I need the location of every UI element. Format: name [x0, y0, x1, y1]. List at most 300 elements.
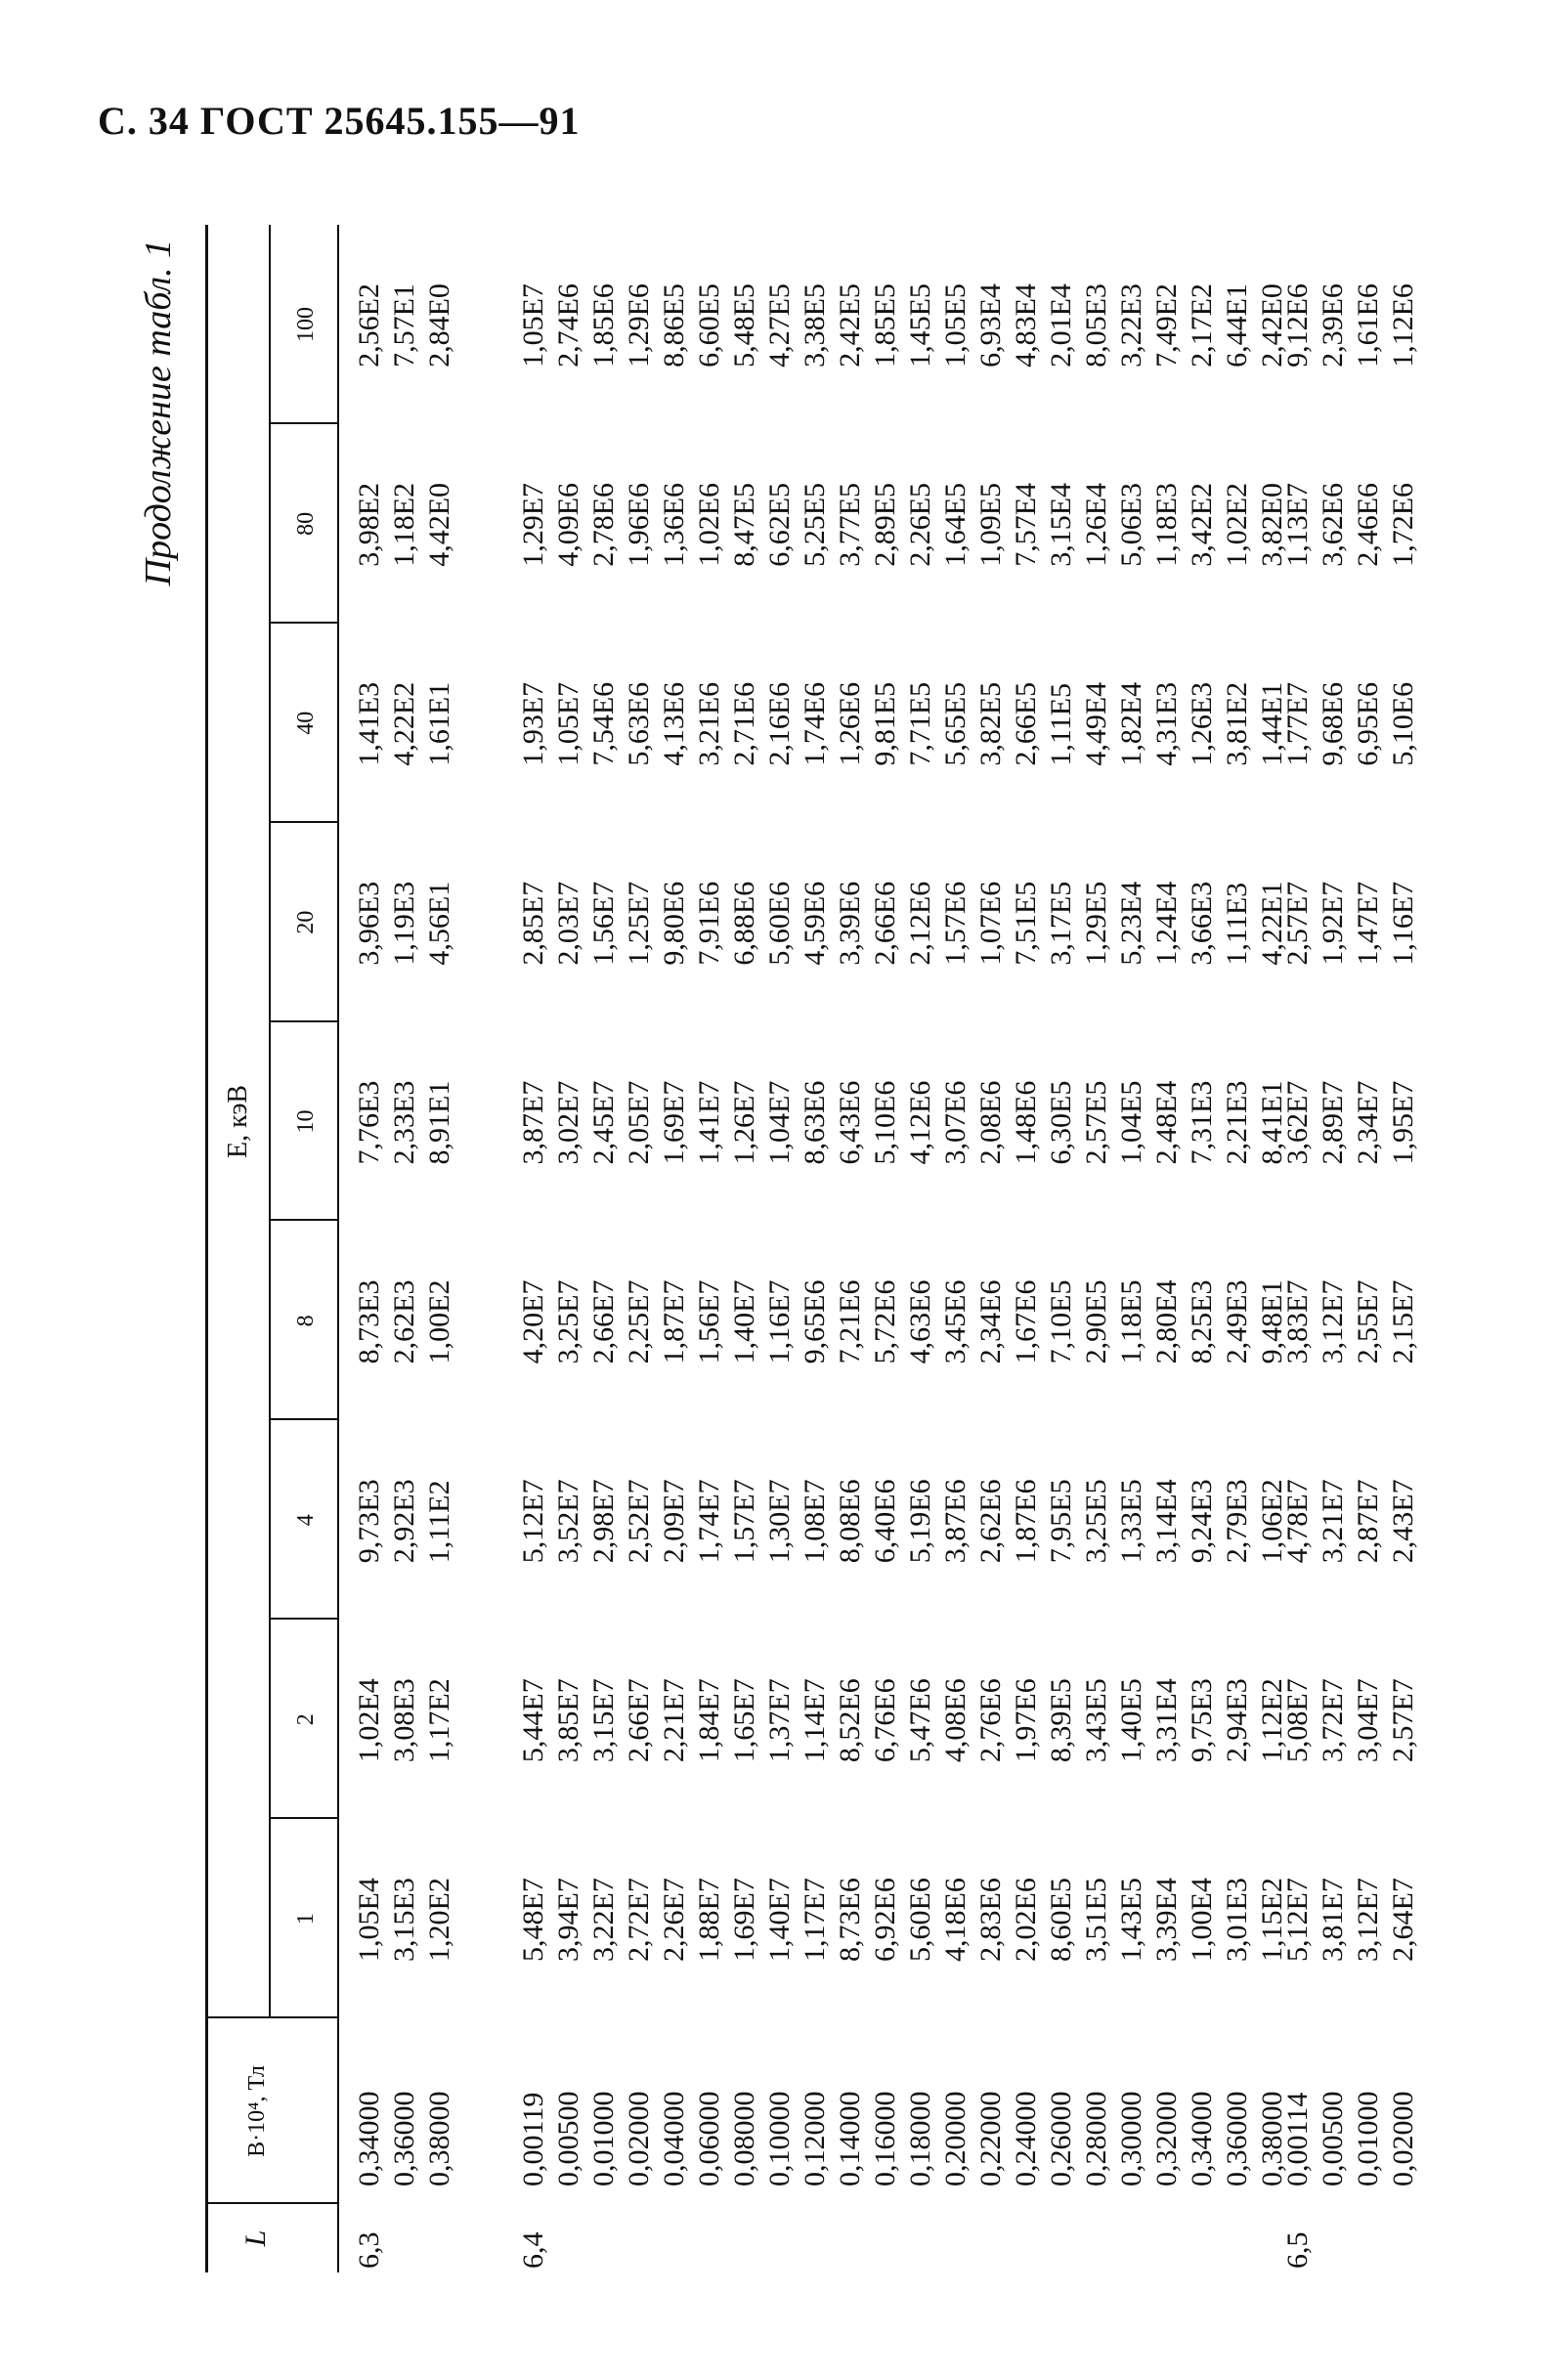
table-cell: 2,46E6: [1352, 482, 1384, 567]
table-cell: 4,22E1: [1256, 881, 1288, 966]
header-b: B·10⁴, Тл: [244, 2065, 270, 2157]
table-cell: 2,42E0: [1256, 283, 1288, 368]
table-cell: 1,61E1: [423, 681, 455, 766]
table-cell: 9,24E3: [1186, 1479, 1218, 1564]
table-cell: 2,21E7: [658, 1678, 690, 1763]
header-energy: 1: [293, 1913, 319, 1926]
table-cell: 9,68E6: [1317, 681, 1349, 766]
table-cell: 3,15E3: [388, 1878, 420, 1962]
b-value: 0,20000: [939, 2091, 972, 2186]
table-cell: 5,25E5: [799, 482, 831, 567]
table-cell: 1,56E7: [587, 881, 620, 966]
table-cell: 3,02E7: [552, 1080, 584, 1165]
table-cell: 3,42E2: [1186, 482, 1218, 567]
table-cell: 3,21E7: [1317, 1479, 1349, 1564]
table-cell: 1,69E7: [728, 1878, 760, 1962]
table-cell: 3,12E7: [1352, 1878, 1384, 1962]
value-column: [352, 1081, 457, 1165]
b-value: 0,28000: [1080, 2091, 1112, 2186]
table-cell: 2,62E3: [388, 1279, 420, 1364]
table-cell: 2,17E2: [1186, 283, 1218, 368]
table-cell: 2,71E6: [728, 681, 760, 766]
b-value: 0,38000: [423, 2091, 455, 2186]
table-cell: 1,18E2: [388, 482, 420, 567]
energy-group-rule: [269, 225, 271, 2018]
table-cell: 4,18E6: [939, 1878, 972, 1962]
value-column: [516, 483, 1290, 567]
table-cell: 3,83E7: [1281, 1279, 1314, 1364]
value-column: [516, 1479, 1290, 1563]
table-cell: 5,10E6: [1387, 681, 1419, 766]
table-cell: 1,24E4: [1150, 881, 1183, 966]
value-column: [1280, 882, 1421, 966]
table-cell: 5,08E7: [1281, 1678, 1314, 1763]
table-cell: 4,13E6: [658, 681, 690, 766]
continuation-label: Продолжение табл. 1: [138, 239, 179, 586]
value-column: [1280, 1878, 1421, 1962]
table-cell: 4,09E6: [552, 482, 584, 567]
table-cell: 1,11E5: [1045, 682, 1077, 766]
b-value: 0,30000: [1115, 2091, 1147, 2186]
table-cell: 8,73E6: [834, 1878, 866, 1962]
b-value: 0,02000: [1387, 2091, 1419, 2186]
table-cell: 1,97E6: [1010, 1678, 1042, 1763]
table-cell: 2,74E6: [552, 283, 584, 368]
table-cell: 8,52E6: [834, 1678, 866, 1763]
table-cell: 2,02E6: [1010, 1878, 1042, 1962]
table-cell: 1,85E6: [587, 283, 620, 368]
table-cell: 6,88E6: [728, 881, 760, 966]
table-cell: 8,05E3: [1080, 283, 1112, 368]
table-cell: 1,20E2: [423, 1878, 455, 1962]
table-cell: 4,56E1: [423, 881, 455, 966]
table-cell: 1,06E2: [1256, 1479, 1288, 1564]
table-cell: 1,17E7: [799, 1878, 831, 1962]
table-cell: 1,57E7: [728, 1479, 760, 1564]
page-header: С. 34 ГОСТ 25645.155—91: [98, 99, 581, 143]
table-cell: 3,08E3: [388, 1678, 420, 1763]
table-cell: 1,33E5: [1115, 1479, 1147, 1564]
table-cell: 1,05E4: [353, 1878, 385, 1962]
table-cell: 3,39E6: [834, 881, 866, 966]
table-cell: 1,40E7: [763, 1878, 796, 1962]
table-cell: 3,31E4: [1150, 1678, 1183, 1763]
b-value: 0,00500: [1317, 2091, 1349, 2186]
table-cell: 6,62E5: [763, 482, 796, 567]
table-cell: 1,41E7: [693, 1080, 725, 1165]
table-cell: 2,39E6: [1317, 283, 1349, 368]
table-cell: 1,16E7: [1387, 881, 1419, 966]
table-cell: 3,87E6: [939, 1479, 972, 1564]
table-cell: 6,43E6: [834, 1080, 866, 1165]
table-cell: 2,09E7: [658, 1479, 690, 1564]
table-cell: 2,55E7: [1352, 1279, 1384, 1364]
table-cell: 6,30E5: [1045, 1080, 1077, 1165]
table-cell: 3,82E5: [974, 681, 1007, 766]
table-cell: 3,17E5: [1045, 881, 1077, 966]
value-column: [516, 1280, 1290, 1364]
b-value: 0,24000: [1010, 2091, 1042, 2186]
table-cell: 2,12E6: [904, 881, 936, 966]
table-cell: 1,00E2: [423, 1279, 455, 1364]
header-energy: 40: [293, 711, 319, 735]
table-cell: 5,47E6: [904, 1678, 936, 1763]
table-cell: 1,04E7: [763, 1080, 796, 1165]
b-value: 0,04000: [658, 2091, 690, 2186]
table-cell: 5,23E4: [1115, 881, 1147, 966]
table-cell: 3,43E5: [1080, 1678, 1112, 1763]
table-cell: 9,75E3: [1186, 1678, 1218, 1763]
value-column: [516, 882, 1290, 966]
table-cell: 4,63E6: [904, 1279, 936, 1364]
b-value: 0,14000: [834, 2091, 866, 2186]
table-cell: 9,73E3: [353, 1479, 385, 1564]
table-cell: 4,31E3: [1150, 681, 1183, 766]
value-column: [1280, 1081, 1421, 1165]
value-column: [516, 1678, 1290, 1762]
table-cell: 3,98E2: [353, 482, 385, 567]
table-cell: 3,85E7: [552, 1678, 584, 1763]
table-cell: 1,18E5: [1115, 1279, 1147, 1364]
table-cell: 1,44E1: [1256, 681, 1288, 766]
table-cell: 3,66E3: [1186, 881, 1218, 966]
table-cell: 4,27E5: [763, 283, 796, 368]
table-cell: 3,96E3: [353, 881, 385, 966]
b-value: 0,32000: [1150, 2091, 1183, 2186]
table-cell: 1,02E6: [693, 482, 725, 567]
value-column: [352, 483, 457, 567]
table-cell: 2,01E4: [1045, 283, 1077, 368]
table-cell: 2,89E5: [869, 482, 901, 567]
value-column: [1280, 682, 1421, 766]
value-column: [516, 682, 1290, 766]
table-cell: 3,82E0: [1256, 482, 1288, 567]
table-cell: 2,43E7: [1387, 1479, 1419, 1564]
b-value: 0,34000: [353, 2091, 385, 2186]
table-cell: 1,05E7: [552, 681, 584, 766]
value-column: [352, 1678, 457, 1762]
table-cell: 2,03E7: [552, 881, 584, 966]
table-cell: 1,17E2: [423, 1678, 455, 1763]
table-cell: 7,95E5: [1045, 1479, 1077, 1564]
table-cell: 4,83E4: [1010, 283, 1042, 368]
header-energy: 100: [293, 306, 319, 342]
table-cell: 3,21E6: [693, 681, 725, 766]
b-value: 0,18000: [904, 2091, 936, 2186]
table-cell: 1,87E7: [658, 1279, 690, 1364]
table-cell: 1,56E7: [693, 1279, 725, 1364]
table-cell: 7,57E4: [1010, 482, 1042, 567]
table-cell: 2,83E6: [974, 1878, 1007, 1962]
table-cell: 3,39E4: [1150, 1878, 1183, 1962]
table-cell: 9,12E6: [1281, 283, 1314, 368]
table-cell: 7,76E3: [353, 1080, 385, 1165]
b-column: [516, 2092, 1290, 2187]
table-cell: 2,42E5: [834, 283, 866, 368]
table-cell: 2,56E2: [353, 283, 385, 368]
table-cell: 1,43E5: [1115, 1878, 1147, 1962]
table-cell: 5,48E7: [517, 1878, 549, 1962]
table-cell: 5,06E3: [1115, 482, 1147, 567]
table-cell: 4,20E7: [517, 1279, 549, 1364]
table-cell: 1,02E4: [353, 1678, 385, 1763]
table-cell: 6,95E6: [1352, 681, 1384, 766]
table-cell: 7,57E1: [388, 283, 420, 368]
table-cell: 1,08E7: [799, 1479, 831, 1564]
table-cell: 3,04E7: [1352, 1678, 1384, 1763]
table-cell: 2,92E3: [388, 1479, 420, 1564]
table-cell: 1,16E7: [763, 1279, 796, 1364]
table-cell: 1,82E4: [1115, 681, 1147, 766]
table-cell: 3,62E6: [1317, 482, 1349, 567]
table-cell: 8,73E3: [353, 1279, 385, 1364]
table-cell: 5,60E6: [763, 881, 796, 966]
table-cell: 7,71E5: [904, 681, 936, 766]
table-cell: 9,65E6: [799, 1279, 831, 1364]
table-cell: 1,88E7: [693, 1878, 725, 1962]
table-cell: 5,72E6: [869, 1279, 901, 1364]
b-value: 0,01000: [587, 2091, 620, 2186]
table-cell: 3,15E4: [1045, 482, 1077, 567]
b-value: 0,10000: [763, 2091, 796, 2186]
table-cell: 1,11E3: [1221, 882, 1253, 966]
b-value: 0,36000: [388, 2091, 420, 2186]
table-cell: 1,14E7: [799, 1678, 831, 1763]
table-cell: 2,98E7: [587, 1479, 620, 1564]
table-cell: 2,66E7: [623, 1678, 655, 1763]
table-cell: 1,61E6: [1352, 283, 1384, 368]
table-cell: 1,29E5: [1080, 881, 1112, 966]
value-column: [352, 682, 457, 766]
table-cell: 3,62E7: [1281, 1080, 1314, 1165]
table-cell: 2,94E3: [1221, 1678, 1253, 1763]
table-cell: 1,45E5: [904, 283, 936, 368]
header-energy: 2: [293, 1713, 319, 1726]
table-cell: 1,92E7: [1317, 881, 1349, 966]
table-cell: 2,79E3: [1221, 1479, 1253, 1564]
table-cell: 1,26E3: [1186, 681, 1218, 766]
table-cell: 1,29E6: [623, 283, 655, 368]
table-cell: 1,67E6: [1010, 1279, 1042, 1364]
table-cell: 2,49E3: [1221, 1279, 1253, 1364]
b-value: 0,36000: [1221, 2091, 1253, 2186]
table-cell: 8,25E3: [1186, 1279, 1218, 1364]
header-energy: 80: [293, 511, 319, 536]
table-cell: 8,91E1: [423, 1080, 455, 1165]
table-cell: 6,92E6: [869, 1878, 901, 1962]
table-top-rule: [205, 225, 208, 2272]
table-head-rule: [337, 225, 339, 2272]
table-cell: 4,08E6: [939, 1678, 972, 1763]
table-cell: 1,26E4: [1080, 482, 1112, 567]
table-cell: 1,69E7: [658, 1080, 690, 1165]
table-cell: 2,78E6: [587, 482, 620, 567]
table-cell: 2,26E5: [904, 482, 936, 567]
table-cell: 7,21E6: [834, 1279, 866, 1364]
table-cell: 3,52E7: [552, 1479, 584, 1564]
table-cell: 2,57E7: [1387, 1678, 1419, 1763]
table-cell: 1,40E5: [1115, 1678, 1147, 1763]
table-cell: 1,72E6: [1387, 482, 1419, 567]
table-cell: 1,26E7: [728, 1080, 760, 1165]
table-cell: 3,25E7: [552, 1279, 584, 1364]
table-cell: 1,25E7: [623, 881, 655, 966]
table-cell: 1,47E7: [1352, 881, 1384, 966]
table-cell: 1,64E5: [939, 482, 972, 567]
table-cell: 1,36E6: [658, 482, 690, 567]
table-cell: 4,78E7: [1281, 1479, 1314, 1564]
table-cell: 1,15E2: [1256, 1878, 1288, 1962]
table-cell: 1,04E5: [1115, 1080, 1147, 1165]
header-energy: 20: [293, 910, 319, 934]
table-cell: 5,48E5: [728, 283, 760, 368]
table-cell: 2,57E5: [1080, 1080, 1112, 1165]
table-cell: 2,26E7: [658, 1878, 690, 1962]
table-cell: 1,48E6: [1010, 1080, 1042, 1165]
table-cell: 7,49E2: [1150, 283, 1183, 368]
header-energy: 4: [293, 1514, 319, 1527]
header-energy: 10: [293, 1109, 319, 1134]
table-cell: 2,85E7: [517, 881, 549, 966]
value-column: [516, 283, 1290, 368]
table-cell: 8,86E5: [658, 283, 690, 368]
table-cell: 2,84E0: [423, 283, 455, 368]
table-cell: 5,19E6: [904, 1479, 936, 1564]
b-value: 0,38000: [1256, 2091, 1288, 2186]
table-cell: 2,48E4: [1150, 1080, 1183, 1165]
table-cell: 2,89E7: [1317, 1080, 1349, 1165]
value-column: [352, 1878, 457, 1962]
table-cell: 1,05E7: [517, 283, 549, 368]
table-cell: 2,66E7: [587, 1279, 620, 1364]
table-cell: 1,77E7: [1281, 681, 1314, 766]
rotated-table-area: [137, 220, 1515, 2272]
table-cell: 6,93E4: [974, 283, 1007, 368]
table-cell: 5,12E7: [517, 1479, 549, 1564]
b-value: 0,22000: [974, 2091, 1007, 2186]
table-cell: 5,44E7: [517, 1678, 549, 1763]
table-cell: 1,18E3: [1150, 482, 1183, 567]
table-cell: 3,87E7: [517, 1080, 549, 1165]
table-cell: 1,13E7: [1281, 482, 1314, 567]
value-column: [1280, 1678, 1421, 1762]
table-cell: 1,95E7: [1387, 1080, 1419, 1165]
table-cell: 4,12E6: [904, 1080, 936, 1165]
value-column: [1280, 1280, 1421, 1364]
table-cell: 8,08E6: [834, 1479, 866, 1564]
table-cell: 2,08E6: [974, 1080, 1007, 1165]
value-column: [1280, 483, 1421, 567]
table-cell: 6,76E6: [869, 1678, 901, 1763]
table-cell: 8,47E5: [728, 482, 760, 567]
table-cell: 2,34E6: [974, 1279, 1007, 1364]
value-column: [516, 1878, 1290, 1962]
table-cell: 2,64E7: [1387, 1878, 1419, 1962]
table-cell: 6,44E1: [1221, 283, 1253, 368]
table-cell: 7,91E6: [693, 881, 725, 966]
table-cell: 2,15E7: [1387, 1279, 1419, 1364]
b-value: 0,00119: [517, 2092, 549, 2186]
value-column: [352, 1479, 457, 1563]
b-value: 0,06000: [693, 2091, 725, 2186]
table-cell: 3,77E5: [834, 482, 866, 567]
b-value: 0,00114: [1281, 2092, 1314, 2186]
table-cell: 7,31E3: [1186, 1080, 1218, 1165]
table-cell: 1,09E5: [974, 482, 1007, 567]
group-l-value: 6,4: [517, 2231, 549, 2269]
table-cell: 1,74E6: [799, 681, 831, 766]
table-cell: 1,07E6: [974, 881, 1007, 966]
b-value: 0,02000: [623, 2091, 655, 2186]
table-cell: 1,87E6: [1010, 1479, 1042, 1564]
table-cell: 3,12E7: [1317, 1279, 1349, 1364]
table-cell: 3,22E7: [587, 1878, 620, 1962]
table-cell: 2,72E7: [623, 1878, 655, 1962]
table-cell: 2,21E3: [1221, 1080, 1253, 1165]
table-cell: 2,45E7: [587, 1080, 620, 1165]
table-cell: 1,00E4: [1186, 1878, 1218, 1962]
table-cell: 1,12E2: [1256, 1678, 1288, 1763]
table-cell: 1,57E6: [939, 881, 972, 966]
b-value: 0,26000: [1045, 2091, 1077, 2186]
table-cell: 1,29E7: [517, 482, 549, 567]
table-cell: 2,87E7: [1352, 1479, 1384, 1564]
table-cell: 9,48E1: [1256, 1279, 1288, 1364]
table-cell: 2,66E5: [1010, 681, 1042, 766]
table-cell: 1,37E7: [763, 1678, 796, 1763]
header-e: E, кэВ: [223, 1084, 253, 1159]
table-cell: 8,39E5: [1045, 1678, 1077, 1763]
table-cell: 3,38E5: [799, 283, 831, 368]
group-l-value: 6,3: [353, 2231, 385, 2269]
table-cell: 2,76E6: [974, 1678, 1007, 1763]
table-cell: 2,80E4: [1150, 1279, 1183, 1364]
table-cell: 3,45E6: [939, 1279, 972, 1364]
b-column: [352, 2092, 457, 2187]
table-cell: 8,60E5: [1045, 1878, 1077, 1962]
table-cell: 5,63E6: [623, 681, 655, 766]
header-l: L: [239, 2229, 272, 2247]
table-cell: 1,11E2: [423, 1480, 455, 1564]
b-value: 0,16000: [869, 2091, 901, 2186]
header-energy: 8: [293, 1315, 319, 1327]
table-cell: 5,60E6: [904, 1878, 936, 1962]
table-cell: 3,07E6: [939, 1080, 972, 1165]
table-cell: 7,10E5: [1045, 1279, 1077, 1364]
table-cell: 2,66E6: [869, 881, 901, 966]
table-cell: 5,10E6: [869, 1080, 901, 1165]
table-cell: 4,59E6: [799, 881, 831, 966]
value-column: [1280, 1479, 1421, 1563]
table-cell: 3,22E3: [1115, 283, 1147, 368]
table-cell: 7,54E6: [587, 681, 620, 766]
table-cell: 3,25E5: [1080, 1479, 1112, 1564]
table-cell: 1,93E7: [517, 681, 549, 766]
b-value: 0,00500: [552, 2091, 584, 2186]
table-cell: 1,96E6: [623, 482, 655, 567]
table-cell: 3,94E7: [552, 1878, 584, 1962]
table-cell: 3,14E4: [1150, 1479, 1183, 1564]
group-l-value: 6,5: [1281, 2231, 1314, 2269]
value-column: [352, 283, 457, 368]
table-cell: 8,41E1: [1256, 1080, 1288, 1165]
b-value: 0,08000: [728, 2091, 760, 2186]
b-value: 0,12000: [799, 2091, 831, 2186]
value-column: [516, 1081, 1290, 1165]
table-cell: 4,49E4: [1080, 681, 1112, 766]
value-column: [352, 882, 457, 966]
table-cell: 7,51E5: [1010, 881, 1042, 966]
